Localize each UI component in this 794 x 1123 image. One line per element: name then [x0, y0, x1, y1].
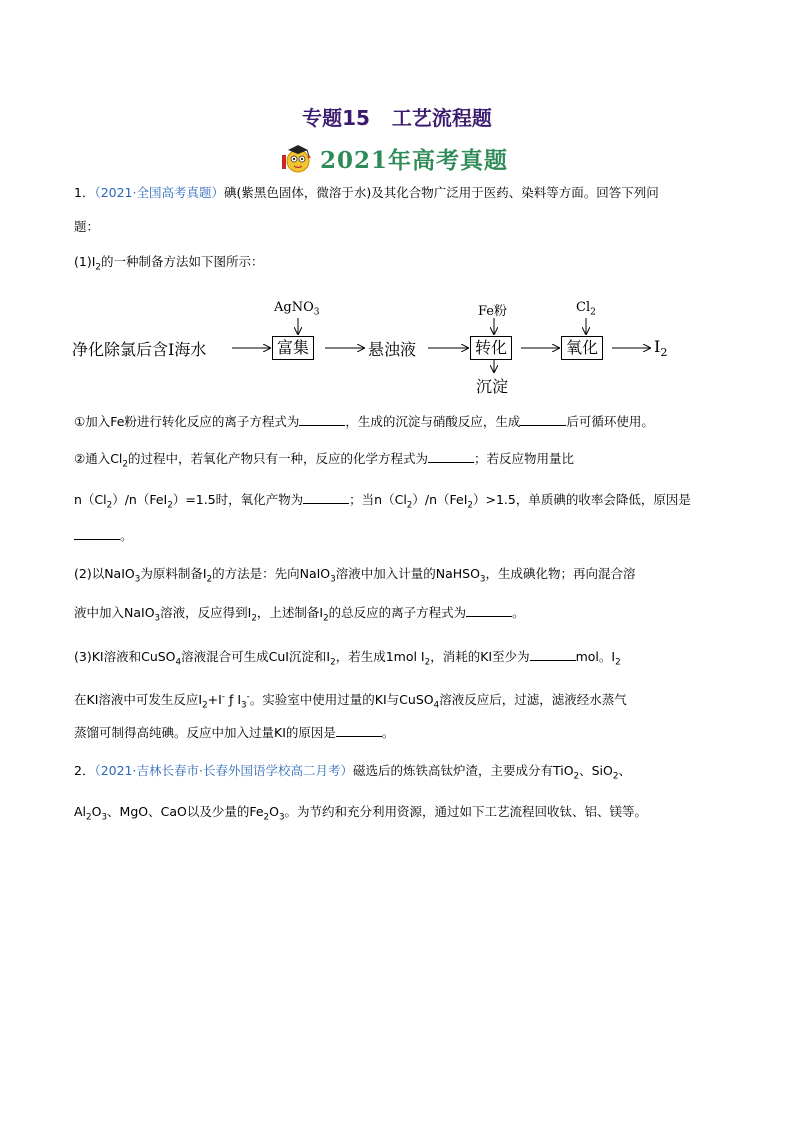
page-title	[0, 102, 794, 131]
answer-blank[interactable]	[299, 413, 345, 426]
subtitle-row	[280, 138, 508, 178]
title-topic-name: 工艺流程题	[391, 106, 492, 130]
answer-blank[interactable]	[428, 450, 474, 463]
flow-precipitate-label: 沉淀	[476, 377, 509, 396]
flow-box-oxidize: 氧化	[561, 336, 603, 360]
flow-box-enrich: 富集	[272, 336, 314, 360]
flow-end-label: $I_2$	[654, 337, 668, 360]
answer-blank[interactable]	[520, 413, 566, 426]
flow-box-convert: 转化	[470, 336, 512, 360]
q1-part3-line3: 蒸馏可制得高纯碘。反应中加入过量KI的原因是 。	[74, 725, 395, 740]
answer-blank[interactable]	[530, 648, 576, 661]
q1-stem-line1: 1．（2021·全国高考真题）碘(紫黑色固体，微溶于水)及其化合物广泛用于医药、染料等方面。回答下列问	[74, 185, 659, 200]
answer-blank[interactable]	[74, 527, 120, 540]
title-topic-number: 专题15	[302, 106, 370, 130]
mascot-logo-icon	[280, 141, 314, 175]
flow-start-label: 净化除氯后含I海水	[72, 340, 207, 359]
flow-reagent-cl2: $Cl_2$	[576, 300, 596, 318]
q1-sub1: ①加入Fe粉进行转化反应的离子方程式为 ，生成的沉淀与硝酸反应，生成 后可循环使用。	[74, 414, 654, 429]
q2-stem-line2: $Al_2O_3$、MgO、CaO以及少量的$Fe_2O_3$。为节约和充分利用资源，通过如下工艺流程回收钛、铝、镁等。	[74, 804, 648, 823]
q1-part1-intro: $(1)I_2$的一种制备方法如下图所示：	[74, 254, 264, 273]
flow-suspension-label: 悬浊液	[368, 340, 417, 359]
q1-sub2: ②通入$Cl_2$的过程中，若氧化产物只有一种，反应的化学方程式为 ；若反应物用量比	[74, 451, 575, 470]
flow-reagent-fe: Fe粉	[478, 304, 508, 319]
q1-sub2-ratio: $n(Cl_2)/n(FeI_2)=1.5$时，氧化产物为 ；当$n(Cl_2)/n(FeI_2)>1.5$，单质碘的收率会降低，原因是	[74, 492, 691, 511]
flow-reagent-agno3: AgNO$_3$	[274, 300, 320, 318]
iodine-process-flow-diagram	[72, 296, 712, 396]
answer-blank[interactable]	[336, 724, 382, 737]
q1-part2-line2: 液中加入NaIO$_3$溶液，反应得到$I_2$，上述制备$I_2$的总反应的离子方程式为 。	[74, 605, 525, 624]
q2-stem-line1: 2．（2021·吉林长春市·长春外国语学校高二月考）磁选后的炼铁高钛炉渣，主要成分有TiO$_2$、SiO$_2$、	[74, 763, 631, 782]
answer-blank[interactable]	[303, 491, 349, 504]
q1-part2-line1: (2)以NaIO$_3$为原料制备$I_2$的方法是：先向NaIO$_3$溶液中加入计量的NaHSO$_3$，生成碘化物；再向混合溶	[74, 566, 636, 585]
q2-source: （2021·吉林长春市·长春外国语学校高二月考）	[94, 763, 353, 778]
page-subtitle: 2021年高考真题	[320, 146, 509, 174]
q1-stem-line2: 题：	[74, 219, 100, 234]
q1-part3-line2: 在KI溶液中可发生反应$I_2+I^-$ ƒ $I_3^-$。实验室中使用过量的KI与CuSO$_4$溶液反应后，过滤，滤液经水蒸气	[74, 692, 627, 711]
q1-sub2-end: 。	[74, 527, 133, 545]
answer-blank[interactable]	[466, 604, 512, 617]
q1-source: （2021·全国高考真题）	[94, 185, 224, 200]
q1-part3-line1: (3)KI溶液和CuSO$_4$溶液混合可生成CuI沉淀和$I_2$，若生成1mol $I_2$，消耗的KI至少为 mol。$I_2$	[74, 649, 621, 668]
